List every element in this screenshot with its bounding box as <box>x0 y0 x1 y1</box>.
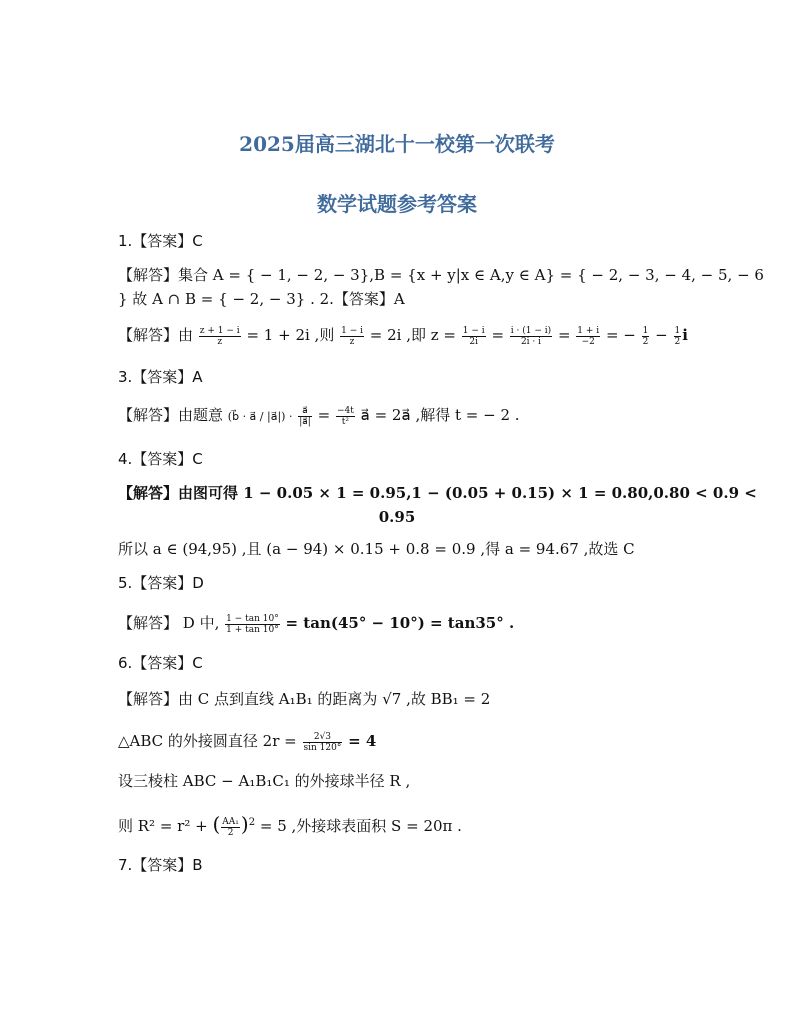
q6-solution-line4: 则 R² = r² + ( $\frac{\text{AA₁}}{2}$ )$^2$ = 5 ,外接球表面积 S = 20π . <box>118 812 462 838</box>
q2-prefix: 【解答】由 <box>118 326 194 344</box>
page-title: 2025届高三湖北十一校第一次联考 <box>239 132 555 156</box>
q6-solution-line3: 设三棱柱 ABC − A₁B₁C₁ 的外接球半径 R , <box>118 772 411 790</box>
q5-solution <box>118 612 514 635</box>
q6-line4-prefix: 则 R² = r² + <box>118 817 208 835</box>
q2-tail: i <box>682 326 688 344</box>
q2-fraction-1: $\frac{z + 1 - i}{z}$ <box>199 325 240 347</box>
q6-fraction-2: $\frac{\text{AA₁}}{2}$ <box>222 816 239 838</box>
q2-eq-1: = <box>491 326 505 344</box>
q4-solution-line3: 所以 a ∈ (94,95) ,且 (a − 94) × 0.15 + 0.8 = 0.9 ,得 a = 94.67 ,故选 C <box>118 540 635 558</box>
q6-fraction: $\frac{2√3}{\sin 120^\circ}$ <box>303 731 342 753</box>
q6-tail: = 4 <box>348 732 377 750</box>
q6-prefix: △ABC 的外接圆直径 2r = <box>118 732 297 750</box>
q2-solution <box>118 324 688 347</box>
q2-mid-3: = − <box>605 326 636 344</box>
q3-tail: a⃗ = 2a⃗ ,解得 t = − 2 . <box>360 406 520 424</box>
q4-solution-line2: 0.95 <box>378 508 416 526</box>
q2-fraction-3: $\frac{1 - i}{2i}$ <box>462 325 485 347</box>
q2-fraction-2: $\frac{1 - i}{z}$ <box>341 325 363 347</box>
q1-answer: 1.【答案】C <box>118 232 203 250</box>
q7-answer: 7.【答案】B <box>118 856 203 874</box>
q2-fraction-5: $\frac{1 + i}{-2}$ <box>577 325 600 347</box>
q6-answer: 6.【答案】C <box>118 654 203 672</box>
q3-paren: (b⃗ · a⃗ / |a⃗|) · <box>227 410 293 423</box>
q3-fraction-1: $\frac{a⃗}{|a⃗|}$ <box>299 405 311 427</box>
q2-fraction-7: $\frac{1}{2}$ <box>674 325 681 347</box>
q5-tail: = tan(45° − 10°) = tan35° . <box>285 614 515 632</box>
q2-mid-1: = 1 + 2i ,则 <box>246 326 335 344</box>
q6-solution-line2 <box>118 730 376 753</box>
q1-solution-line2: } 故 A ∩ B = { − 2, − 3} . 2.【答案】A <box>118 290 405 308</box>
q6-line4-tail: = 5 ,外接球表面积 S = 20π . <box>259 817 462 835</box>
q2-minus: − <box>655 326 668 344</box>
q4-solution-line1: 【解答】由图可得 1 − 0.05 × 1 = 0.95,1 − (0.05 + 0.15) × 1 = 0.80,0.80 < 0.9 < <box>118 484 757 502</box>
q2-fraction-4: $\frac{i \cdot (1 - i)}{2i \cdot i}$ <box>510 325 552 347</box>
q3-eq: = <box>317 406 331 424</box>
q2-eq-2: = <box>557 326 571 344</box>
q4-answer: 4.【答案】C <box>118 450 203 468</box>
q3-prefix: 【解答】由题意 <box>118 406 224 424</box>
q3-answer: 3.【答案】A <box>118 368 203 386</box>
q6-solution-line1: 【解答】由 C 点到直线 A₁B₁ 的距离为 √7 ,故 BB₁ = 2 <box>118 690 491 708</box>
q3-solution <box>118 404 520 428</box>
q5-answer: 5.【答案】D <box>118 574 204 592</box>
q2-mid-2: = 2i ,即 z = <box>369 326 456 344</box>
q5-fraction: $\frac{1 - \tan 10^\circ}{1 + \tan 10^\circ}$ <box>226 613 279 635</box>
q2-fraction-6: $\frac{1}{2}$ <box>642 325 649 347</box>
q5-prefix: 【解答】 D 中, <box>118 614 220 632</box>
q3-fraction-2: $\frac{-4t}{\text{t²}}$ <box>336 405 354 427</box>
q1-solution-line1: 【解答】集合 A = { − 1, − 2, − 3},B = {x + y|x ∈ A,y ∈ A} = { − 2, − 3, − 4, − 5, − 6 <box>118 266 764 284</box>
page-subtitle: 数学试题参考答案 <box>317 192 477 216</box>
